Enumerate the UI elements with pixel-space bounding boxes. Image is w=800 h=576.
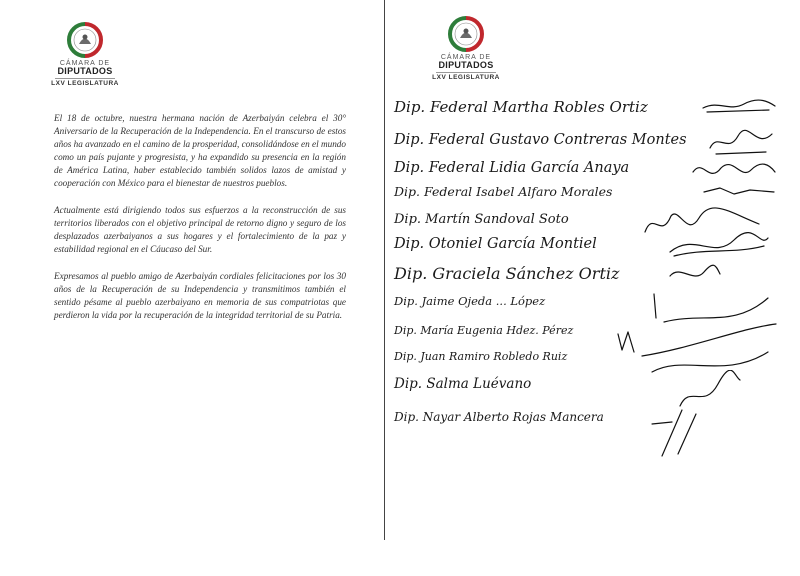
letter-paragraph: El 18 de octubre, nuestra hermana nación de Azerbaiyán celebra el 30° Aniversario de la Recuperación de la Independencia. En el transcurso de estos años ha avanzado en el camino de la prosperidad, consolidándose en el mundo como un país pujante y progresista, y ha expandido su presencia en la región de América Latina, haber establecido también solidos lazos de amistad y cooperación con México para el bienestar de nuestros pueblos.	[54, 113, 346, 188]
signatory-name: Dip. Juan Ramiro Robledo Ruiz	[394, 350, 568, 363]
signatory-name: Dip. Nayar Alberto Rojas Mancera	[394, 410, 604, 424]
signatory-name: Dip. Federal Martha Robles Ortiz	[394, 98, 648, 116]
logo-line-diputados: DIPUTADOS	[57, 66, 113, 76]
signature-row	[394, 376, 794, 402]
logo-rule	[436, 72, 496, 73]
chamber-seal-icon	[448, 16, 484, 52]
chamber-logo	[421, 16, 511, 81]
signature-mark	[642, 404, 722, 460]
logo-line-diputados: DIPUTADOS	[438, 60, 494, 70]
signatory-name: Dip. María Eugenia Hdez. Pérez	[394, 324, 574, 337]
logo-line-legislatura: LXV LEGISLATURA	[432, 74, 500, 81]
signature-mark	[700, 178, 780, 204]
logo-line-camara: CÁMARA DE	[59, 60, 111, 67]
page-divider	[384, 0, 385, 540]
signature-page	[386, 0, 800, 576]
signatory-name: Dip. Federal Gustavo Contreras Montes	[394, 132, 687, 148]
signature-mark	[699, 92, 779, 120]
signature-row	[394, 410, 794, 436]
signature-row	[394, 294, 794, 320]
signatory-name: Dip. Jaime Ojeda ... López	[394, 294, 546, 308]
signatory-name: Dip. Graciela Sánchez Ortiz	[394, 264, 620, 283]
chamber-logo	[40, 22, 130, 87]
letter-paragraph: Actualmente está dirigiendo todos sus esfuerzos a la reconstrucción de sus territorios liberados con el objetivo principal de retorno digno y seguro de los desplazados azerbaiyanos a sus hogares y el fortalecimiento de la paz y estabilidad regional en el Cáucaso del Sur.	[54, 205, 346, 254]
logo-rule	[55, 78, 115, 79]
signatory-name: Dip. Otoniel García Montiel	[394, 236, 597, 252]
chamber-seal-icon	[67, 22, 103, 58]
signature-row	[394, 264, 794, 290]
signatory-name: Dip. Federal Lidia García Anaya	[394, 160, 630, 176]
signature-row	[394, 236, 794, 262]
page-bottom-margin	[0, 548, 800, 576]
logo-line-camara: CÁMARA DE	[440, 54, 492, 61]
signatory-name: Dip. Salma Luévano	[394, 376, 532, 392]
letter-body	[54, 112, 346, 336]
signatory-name: Dip. Martín Sandoval Soto	[394, 212, 569, 227]
letter-paragraph: Expresamos al pueblo amigo de Azerbaiyán cordiales felicitaciones por los 30 años de la Recuperación de su Independencia y transmitimos también el sentido pésame al pueblo azerbaiyano en memoria de sus compatriotas que perdieron la vida por la recuperación de la integridad territorial de su Patria.	[54, 271, 346, 320]
logo-line-legislatura: LXV LEGISLATURA	[51, 80, 119, 87]
letter-page	[0, 0, 384, 576]
signatory-name: Dip. Federal Isabel Alfaro Morales	[394, 184, 613, 199]
signature-row	[394, 98, 794, 124]
signature-mark	[664, 258, 724, 288]
